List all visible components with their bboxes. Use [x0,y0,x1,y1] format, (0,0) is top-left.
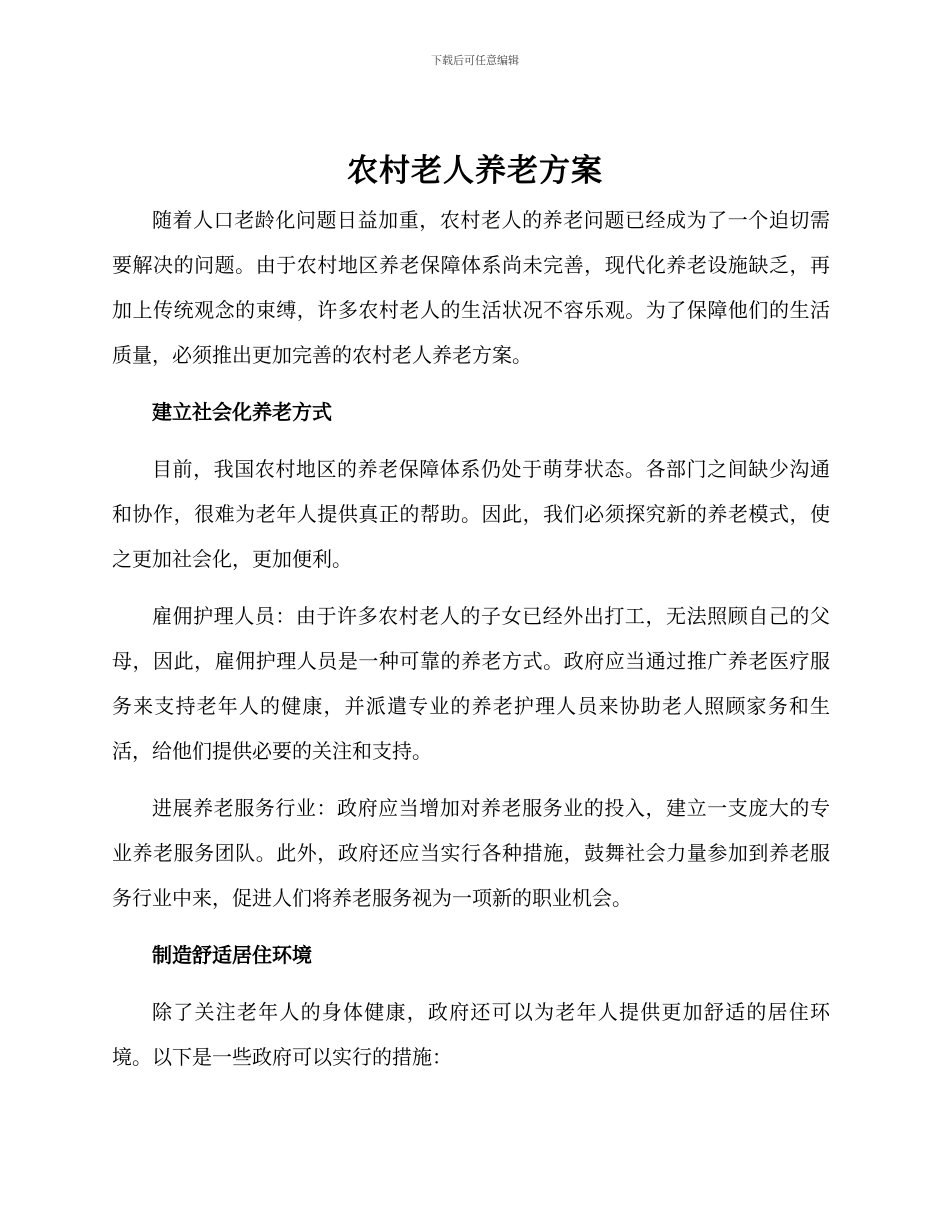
header-note: 下载后可任意编辑 [431,54,519,67]
document-body [112,198,830,1092]
section-heading: 建立社会化养老方式 [152,400,332,424]
intro-paragraph: 随着人口老龄化问题日益加重，农村老人的养老问题已经成为了一个迫切需要解决的问题。由于农村地区养老保障体系尚未完善，现代化养老设施缺乏，再加上传统观念的束缚，许多农村老人的生活状况不容乐观。为了保障他们的生活质量，必须推出更加完善的农村老人养老方案。 [112,208,830,367]
section-heading: 制造舒适居住环境 [152,943,312,967]
document-title: 农村老人养老方案 [347,153,603,189]
body-paragraph: 除了关注老年人的身体健康，政府还可以为老年人提供更加舒适的居住环境。以下是一些政府可以实行的措施： [112,1000,830,1069]
body-paragraph: 目前，我国农村地区的养老保障体系仍处于萌芽状态。各部门之间缺少沟通和协作，很难为老年人提供真正的帮助。因此，我们必须探究新的养老模式，使之更加社会化，更加便利。 [112,457,830,571]
body-paragraph: 雇佣护理人员：由于许多农村老人的子女已经外出打工，无法照顾自己的父母，因此，雇佣护理人员是一种可靠的养老方式。政府应当通过推广养老医疗服务来支持老年人的健康，并派遣专业的养老护理人员来协助老人照顾家务和生活，给他们提供必要的关注和支持。 [112,604,830,763]
body-paragraph: 进展养老服务行业：政府应当增加对养老服务业的投入，建立一支庞大的专业养老服务团队。此外，政府还应当实行各种措施，鼓舞社会力量参加到养老服务行业中来，促进人们将养老服务视为一项新的职业机会。 [112,796,830,910]
